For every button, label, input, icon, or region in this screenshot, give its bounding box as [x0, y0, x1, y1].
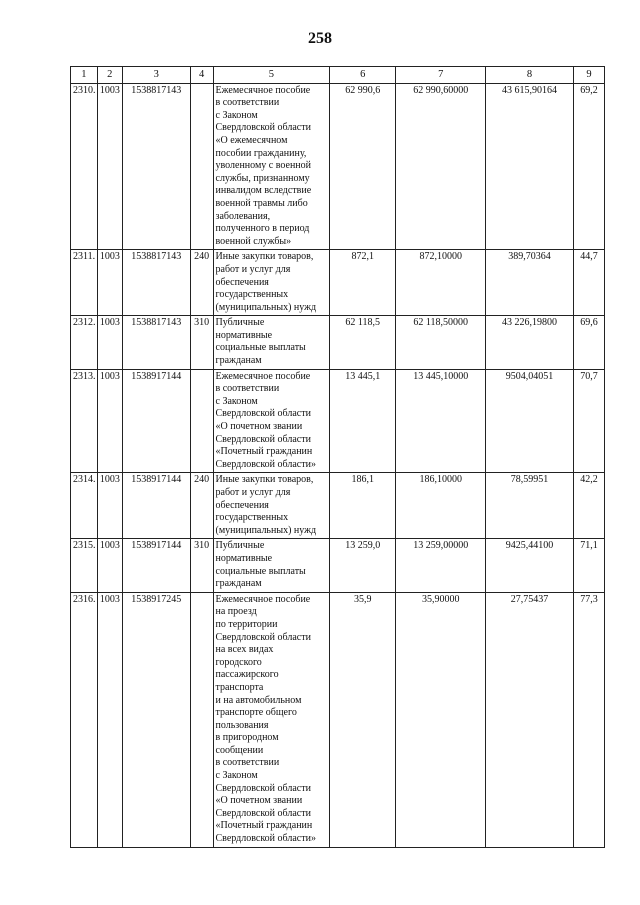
- section-code: 1003: [97, 250, 122, 316]
- target-code: 1538917144: [122, 473, 190, 539]
- budget-table: [70, 66, 605, 848]
- row-number: 2315.: [71, 539, 98, 592]
- executed-amount: 43 615,90164: [486, 83, 574, 250]
- page-number: 258: [308, 30, 332, 47]
- expense-type: 310: [190, 539, 213, 592]
- item-description: Публичные нормативные социальные выплаты гражданам: [213, 539, 330, 592]
- row-number: 2314.: [71, 473, 98, 539]
- column-header: 6: [330, 67, 396, 84]
- target-code: 1538917245: [122, 592, 190, 847]
- row-number: 2316.: [71, 592, 98, 847]
- target-code: 1538817143: [122, 83, 190, 250]
- approved-amount: 35,90000: [396, 592, 486, 847]
- approved-amount: 62 990,60000: [396, 83, 486, 250]
- execution-percent: 70,7: [573, 369, 604, 473]
- column-header: 8: [486, 67, 574, 84]
- column-header: 2: [97, 67, 122, 84]
- planned-amount: 13 445,1: [330, 369, 396, 473]
- execution-percent: 71,1: [573, 539, 604, 592]
- column-header: 3: [122, 67, 190, 84]
- planned-amount: 62 118,5: [330, 316, 396, 369]
- table-row: [71, 539, 605, 592]
- table-header-row: [71, 67, 605, 84]
- execution-percent: 69,6: [573, 316, 604, 369]
- approved-amount: 872,10000: [396, 250, 486, 316]
- approved-amount: 186,10000: [396, 473, 486, 539]
- executed-amount: 389,70364: [486, 250, 574, 316]
- approved-amount: 62 118,50000: [396, 316, 486, 369]
- table-row: [71, 316, 605, 369]
- approved-amount: 13 445,10000: [396, 369, 486, 473]
- expense-type: 310: [190, 316, 213, 369]
- expense-type: [190, 369, 213, 473]
- table-row: [71, 83, 605, 250]
- target-code: 1538817143: [122, 250, 190, 316]
- planned-amount: 35,9: [330, 592, 396, 847]
- executed-amount: 43 226,19800: [486, 316, 574, 369]
- expense-type: [190, 592, 213, 847]
- executed-amount: 9425,44100: [486, 539, 574, 592]
- item-description: Иные закупки товаров, работ и услуг для обеспечения государственных (муниципальных) нужд: [213, 250, 330, 316]
- target-code: 1538917144: [122, 369, 190, 473]
- section-code: 1003: [97, 592, 122, 847]
- execution-percent: 42,2: [573, 473, 604, 539]
- item-description: Ежемесячное пособие в соответствии с Законом Свердловской области «О ежемесячном пособии гражданину, уволенному с военной службы, признанному инвалидом вследствие военной травмы либо заболевания, полученного в период военной службы»: [213, 83, 330, 250]
- column-header: 7: [396, 67, 486, 84]
- table-row: [71, 473, 605, 539]
- expense-type: 240: [190, 473, 213, 539]
- approved-amount: 13 259,00000: [396, 539, 486, 592]
- item-description: Ежемесячное пособие на проезд по территории Свердловской области на всех видах городского пассажирского транспорта и на автомобильном транспорте общего пользования в пригородном сообщении в соответствии с Законом Свердловской области «О почетном звании Свердловской области «Почетный гражданин Свердловской области»: [213, 592, 330, 847]
- item-description: Иные закупки товаров, работ и услуг для обеспечения государственных (муниципальных) нужд: [213, 473, 330, 539]
- target-code: 1538817143: [122, 316, 190, 369]
- section-code: 1003: [97, 316, 122, 369]
- planned-amount: 186,1: [330, 473, 396, 539]
- item-description: Ежемесячное пособие в соответствии с Законом Свердловской области «О почетном звании Свердловской области «Почетный гражданин Свердловской области»: [213, 369, 330, 473]
- planned-amount: 13 259,0: [330, 539, 396, 592]
- planned-amount: 872,1: [330, 250, 396, 316]
- row-number: 2312.: [71, 316, 98, 369]
- executed-amount: 9504,04051: [486, 369, 574, 473]
- execution-percent: 69,2: [573, 83, 604, 250]
- section-code: 1003: [97, 369, 122, 473]
- execution-percent: 77,3: [573, 592, 604, 847]
- row-number: 2310.: [71, 83, 98, 250]
- column-header: 5: [213, 67, 330, 84]
- section-code: 1003: [97, 473, 122, 539]
- column-header: 4: [190, 67, 213, 84]
- item-description: Публичные нормативные социальные выплаты гражданам: [213, 316, 330, 369]
- section-code: 1003: [97, 83, 122, 250]
- section-code: 1003: [97, 539, 122, 592]
- row-number: 2313.: [71, 369, 98, 473]
- expense-type: 240: [190, 250, 213, 316]
- table-row: [71, 250, 605, 316]
- planned-amount: 62 990,6: [330, 83, 396, 250]
- column-header: 1: [71, 67, 98, 84]
- column-header: 9: [573, 67, 604, 84]
- expense-type: [190, 83, 213, 250]
- target-code: 1538917144: [122, 539, 190, 592]
- executed-amount: 27,75437: [486, 592, 574, 847]
- row-number: 2311.: [71, 250, 98, 316]
- executed-amount: 78,59951: [486, 473, 574, 539]
- table-row: [71, 369, 605, 473]
- table-row: [71, 592, 605, 847]
- execution-percent: 44,7: [573, 250, 604, 316]
